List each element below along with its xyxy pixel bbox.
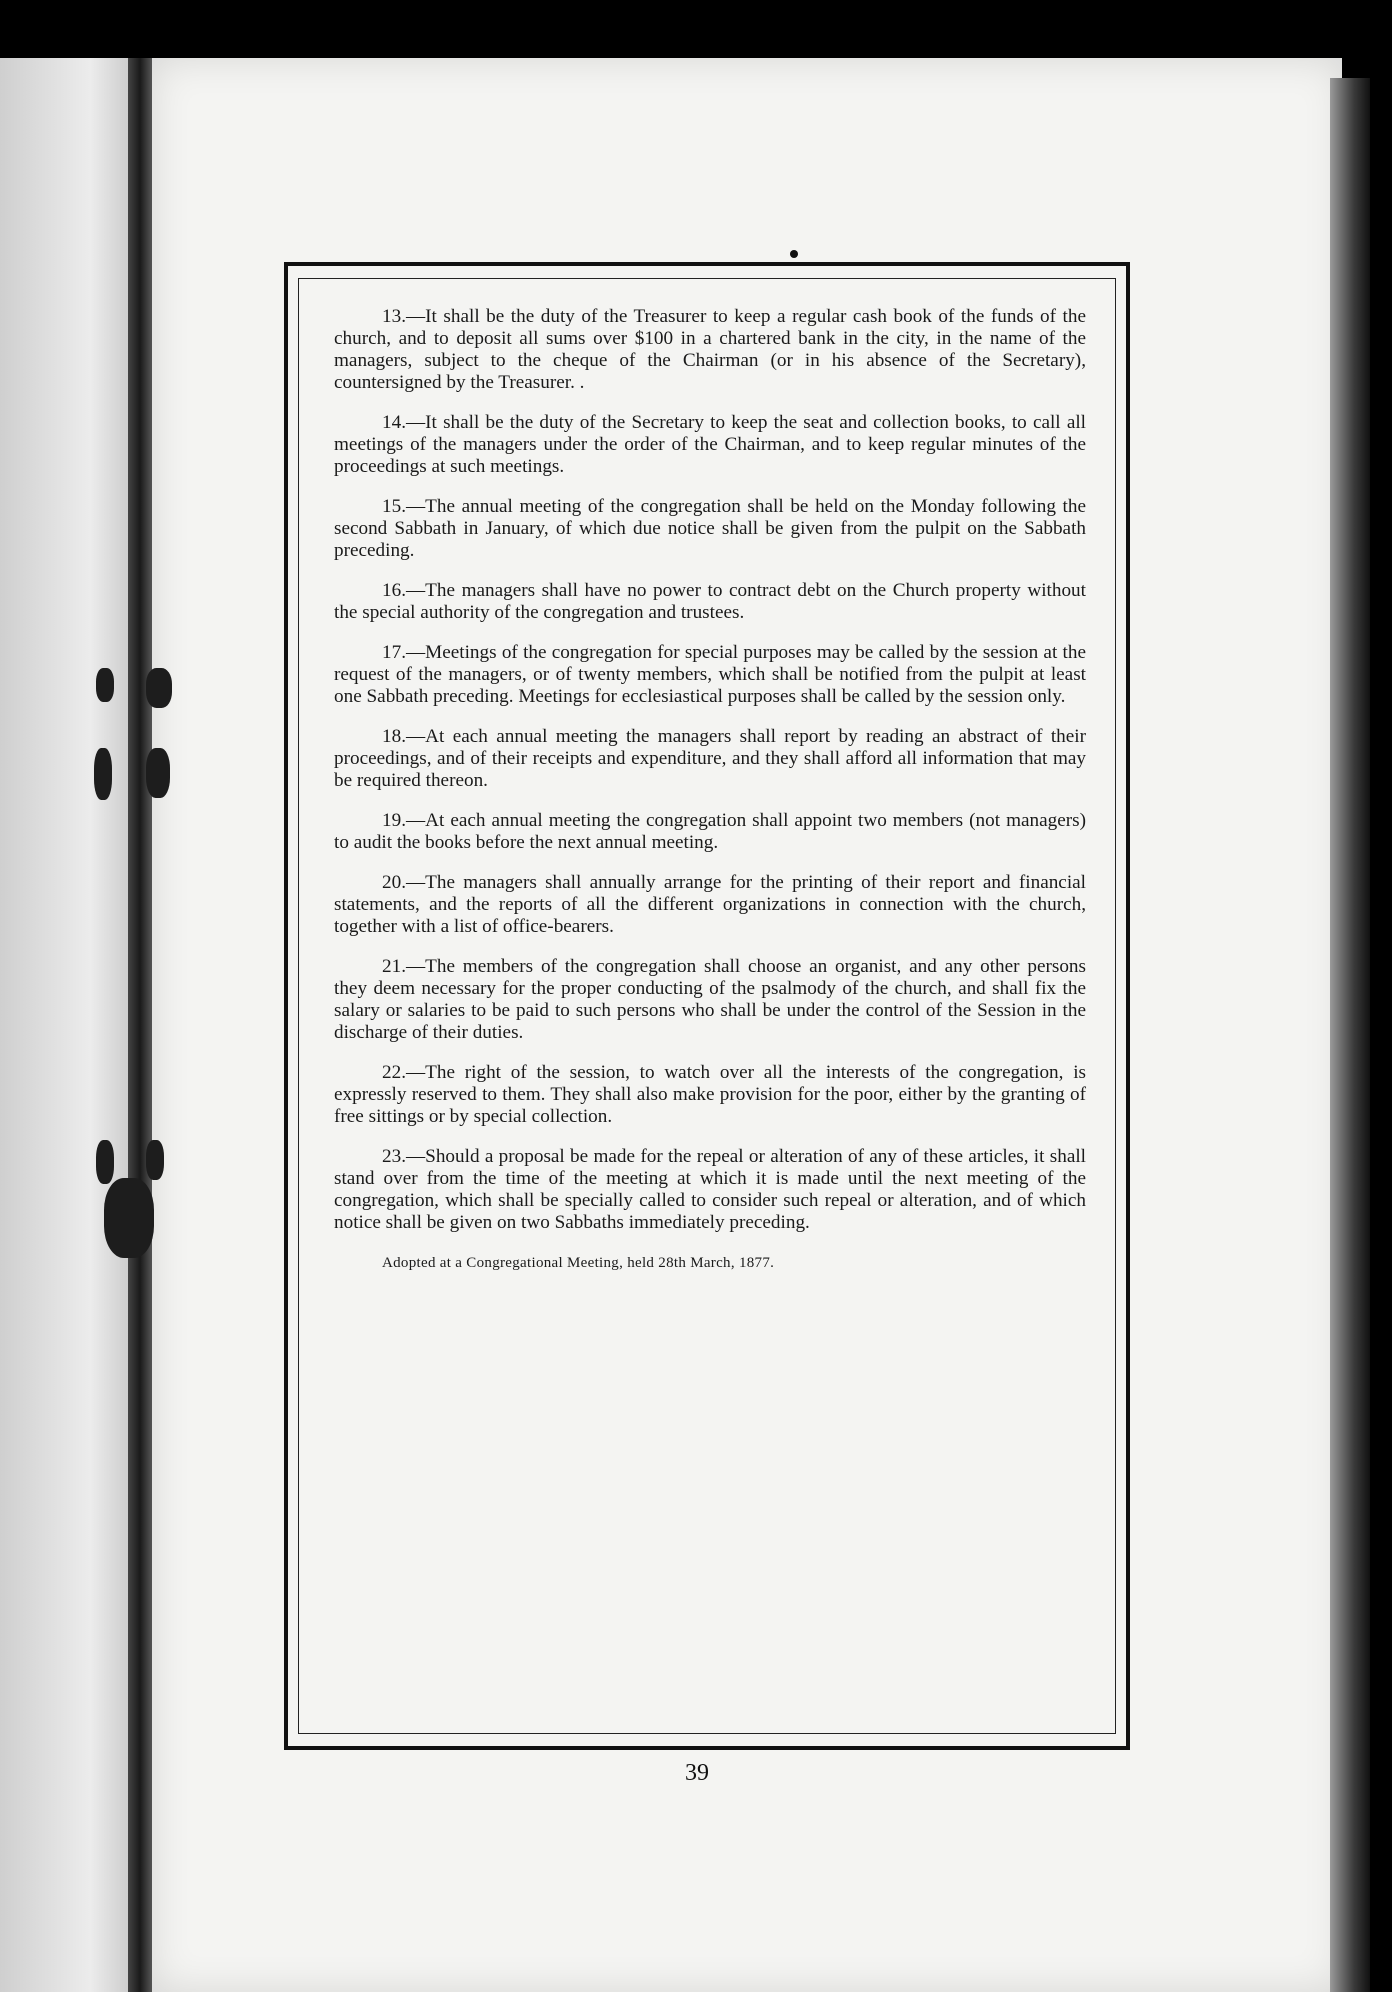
ink-dot — [790, 250, 798, 258]
article-number: 14. — [382, 412, 406, 433]
article-number: 19. — [382, 810, 406, 831]
article-text: —The members of the congregation shall choose an organist, and any other persons they deem necessary for the proper conducting of the psalmody of the church, and shall fix the salary or salaries to be paid to such persons who shall be under the control of the Session in the discharge of their duties. — [334, 956, 1086, 1043]
article-21 — [334, 956, 1086, 1044]
article-text: —It shall be the duty of the Treasurer to keep a regular cash book of the funds of the church, and to deposit all sums over $100 in a chartered bank in the city, in the name of the managers, subject to the cheque of the Chairman (or in his absence of the Secretary), countersigned by the Treasurer. . — [334, 306, 1086, 393]
binding-mark — [146, 748, 170, 798]
article-number: 15. — [382, 496, 406, 517]
article-19 — [334, 810, 1086, 854]
article-text: —The annual meeting of the congregation shall be held on the Monday following the second Sabbath in January, of which due notice shall be given from the pulpit on the Sabbath preceding. — [334, 496, 1086, 561]
article-text: —The managers shall annually arrange for the printing of their report and financial statements, and the reports of all the different organizations in connection with the church, together with a list of office-bearers. — [334, 872, 1086, 937]
article-22 — [334, 1062, 1086, 1128]
article-number: 17. — [382, 642, 406, 663]
article-number: 23. — [382, 1146, 406, 1167]
article-text: —At each annual meeting the congregation shall appoint two members (not managers) to audit the books before the next annual meeting. — [334, 810, 1086, 853]
article-23 — [334, 1146, 1086, 1234]
binding-mark — [94, 748, 112, 800]
page-number: 39 — [685, 1760, 709, 1786]
article-15 — [334, 496, 1086, 562]
binding-mark — [104, 1178, 154, 1258]
binding-mark — [146, 668, 172, 708]
bylaws-text — [334, 306, 1086, 1274]
article-number: 18. — [382, 726, 406, 747]
article-text: —Should a proposal be made for the repeal or alteration of any of these articles, it shall stand over from the time of the meeting at which it is made until the next meeting of the congregation, which shall be specially called to consider such repeal or alteration, and of which notice shall be given on two Sabbaths immediately preceding. — [334, 1146, 1086, 1233]
article-text: —The managers shall have no power to contract debt on the Church property without the special authority of the congregation and trustees. — [334, 580, 1086, 623]
article-14 — [334, 412, 1086, 478]
article-20 — [334, 872, 1086, 938]
article-number: 22. — [382, 1062, 406, 1083]
article-16 — [334, 580, 1086, 624]
binding-mark — [96, 668, 114, 702]
article-number: 21. — [382, 956, 406, 977]
article-text: —The right of the session, to watch over all the interests of the congregation, is expressly reserved to them. They shall also make provision for the poor, either by the granting of free sittings or by special collection. — [334, 1062, 1086, 1127]
article-number: 20. — [382, 872, 406, 893]
article-text: —At each annual meeting the managers shall report by reading an abstract of their proceedings, and of their receipts and expenditure, and they shall afford all information that may be required thereon. — [334, 726, 1086, 791]
article-text: —Meetings of the congregation for special purposes may be called by the session at the request of the managers, or of twenty members, which shall be notified from the pulpit at least one Sabbath preceding. Meetings for ecclesiastical purposes shall be called by the session only. — [334, 642, 1086, 707]
article-number: 13. — [382, 306, 406, 327]
right-page-edge — [1330, 78, 1370, 1992]
book-spine — [128, 58, 152, 1992]
article-18 — [334, 726, 1086, 792]
binding-mark — [96, 1140, 114, 1184]
article-number: 16. — [382, 580, 406, 601]
article-13 — [334, 306, 1086, 394]
article-text: —It shall be the duty of the Secretary to keep the seat and collection books, to call all meetings of the managers under the order of the Chairman, and to keep regular minutes of the proceedings at such meetings. — [334, 412, 1086, 477]
binding-mark — [146, 1140, 164, 1180]
adoption-note: Adopted at a Congregational Meeting, held 28th March, 1877. — [382, 1255, 775, 1271]
article-17 — [334, 642, 1086, 708]
